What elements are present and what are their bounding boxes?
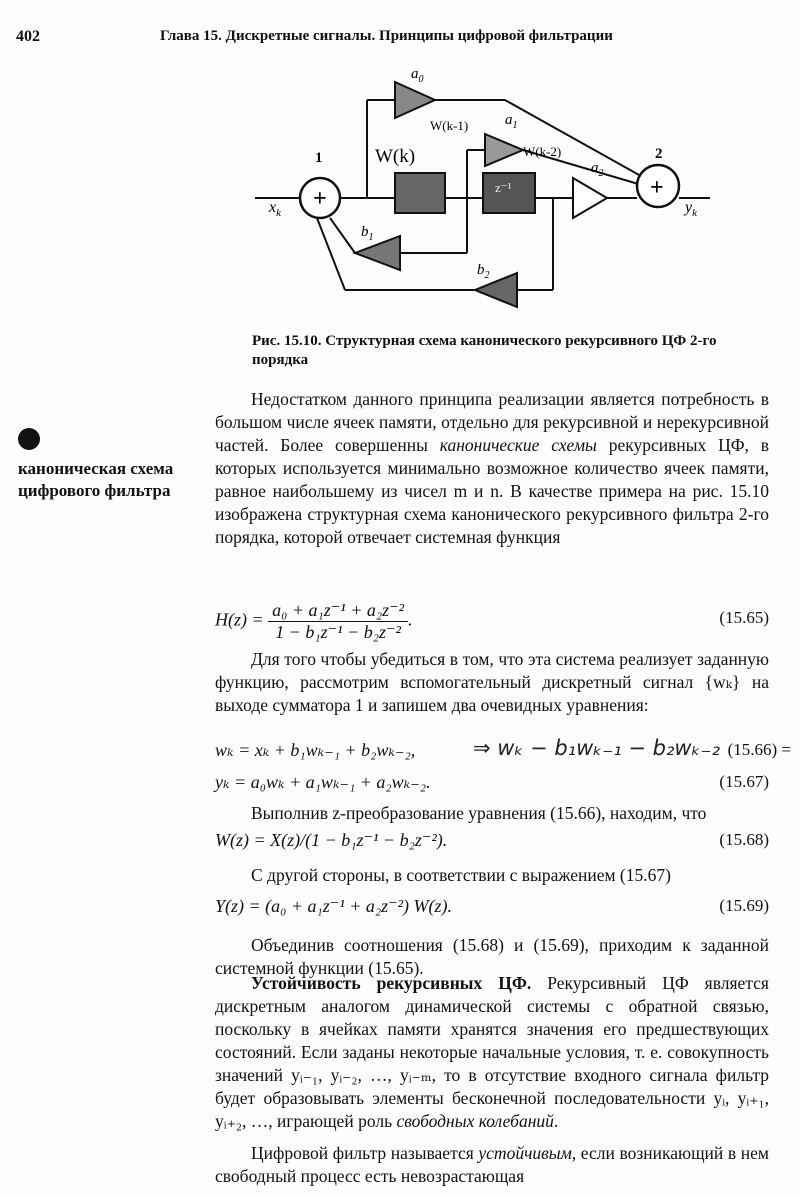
gain-a1 xyxy=(485,134,523,166)
a1-label: $a_1$ xyxy=(505,112,518,131)
output-label: $y_k$ xyxy=(685,199,697,219)
margin-note: каноническая схема цифрового фильтра xyxy=(18,459,174,500)
margin-bullet-icon xyxy=(18,428,40,450)
gain-b1 xyxy=(355,236,400,270)
svg-text:+: + xyxy=(313,186,327,212)
paragraph-1: Недостатком данного принципа реализации является потребность в большом числе ячеек памяти, отдельно для рекурсивной и нерекурсивной частей. Более совершенны канонические схемы рекурсивных ЦФ, в которых используется минимально возможное количество ячеек памяти, равное наибольшему из чисел m и n. В качестве примера на рис. 15.10 изображена структурная схема канонического рекурсивного фильтра 2-го порядка, которой отвечает системная функция xyxy=(215,389,769,547)
a0-label: $a_0$ xyxy=(411,66,424,85)
paragraph-2: Для того чтобы убедиться в том, что эта система реализует заданную функцию, рассмотрим вспомогательный дискретный сигнал {wₖ} на выходе сумматора 1 и запишем два очевидных уравнения: xyxy=(215,649,769,715)
page-number: 402 xyxy=(16,28,40,45)
paragraph-5: Объединив соотношения (15.68) и (15.69), приходим к заданной системной функции (15.65). xyxy=(215,935,769,978)
delay-label: z⁻¹ xyxy=(495,180,512,195)
handwritten-wk1: W(k-1) xyxy=(430,118,469,133)
svg-text:+: + xyxy=(650,175,664,201)
handwritten-note: ⇒ wₖ − b₁wₖ₋₁ − b₂wₖ₋₂ xyxy=(473,736,721,760)
figure-caption: Рис. 15.10. Структурная схема канонического рекурсивного ЦФ 2-го порядка xyxy=(252,333,717,368)
node-1-label: 1 xyxy=(315,150,323,166)
running-header: Глава 15. Дискретные сигналы. Принципы цифровой фильтрации xyxy=(160,28,613,44)
equation-15-66: wₖ = xₖ + b₁wₖ₋₁ + b₂wₖ₋₂, ⇒ wₖ − b₁wₖ₋₁ − b₂wₖ₋₂ (15.66) = xyxy=(215,736,791,760)
summator-1 xyxy=(300,178,340,218)
gain-b2 xyxy=(475,273,517,307)
b1-label: $b_1$ xyxy=(361,224,374,243)
paragraph-6: Устойчивость рекурсивных ЦФ. Рекурсивный ЦФ является дискретным аналогом динамической системы с обратной связью, поскольку в ячейках памяти хранятся значения его предшествующих состояний. Если заданы некоторые начальные условия, т. е. совокупность значений yᵢ₋₁, yᵢ₋₂, …, yᵢ₋ₘ, то в отсутствие входного сигнала фильтр будет образовывать элементы бесконечной последовательности yᵢ, yᵢ₊₁, yᵢ₊₂, …, играющей роль свободных колебаний. xyxy=(215,973,769,1131)
block-diagram xyxy=(255,58,715,318)
input-label: $x_k$ xyxy=(269,199,281,219)
paragraph-7: Цифровой фильтр называется устойчивым, если возникающий в нем свободный процесс есть невозрастающая xyxy=(215,1143,770,1186)
equation-15-68: W(z) = X(z)/(1 − b₁z⁻¹ − b₂z⁻²). (15.68) xyxy=(215,830,769,850)
handwritten-wk2: W(k-2) xyxy=(523,144,562,159)
b2-label: $b_2$ xyxy=(477,262,490,281)
delay-block-1 xyxy=(395,173,445,213)
gain-a2 xyxy=(573,178,607,218)
equation-15-69: Y(z) = (a₀ + a₁z⁻¹ + a₂z⁻²) W(z). (15.69) xyxy=(215,896,769,916)
equation-15-67: yₖ = a₀wₖ + a₁wₖ₋₁ + a₂wₖ₋₂. (15.67) xyxy=(215,772,769,792)
paragraph-3: Выполнив z-преобразование уравнения (15.66), находим, что xyxy=(251,803,707,823)
equation-15-65: H(z) = $\frac{\text{a₀ + a₁z⁻¹ + a₂z⁻²}}{\text{1 − b₁z⁻¹ − b₂z⁻²}}$ . (15.65) xyxy=(215,600,769,642)
gain-a0 xyxy=(395,82,435,118)
handwritten-wk: W(k) xyxy=(375,146,416,167)
summator-2 xyxy=(637,165,679,207)
a2-label: $a_2$ xyxy=(591,160,604,179)
paragraph-4: С другой стороны, в соответствии с выражением (15.67) xyxy=(251,865,671,885)
node-2-label: 2 xyxy=(655,146,663,162)
